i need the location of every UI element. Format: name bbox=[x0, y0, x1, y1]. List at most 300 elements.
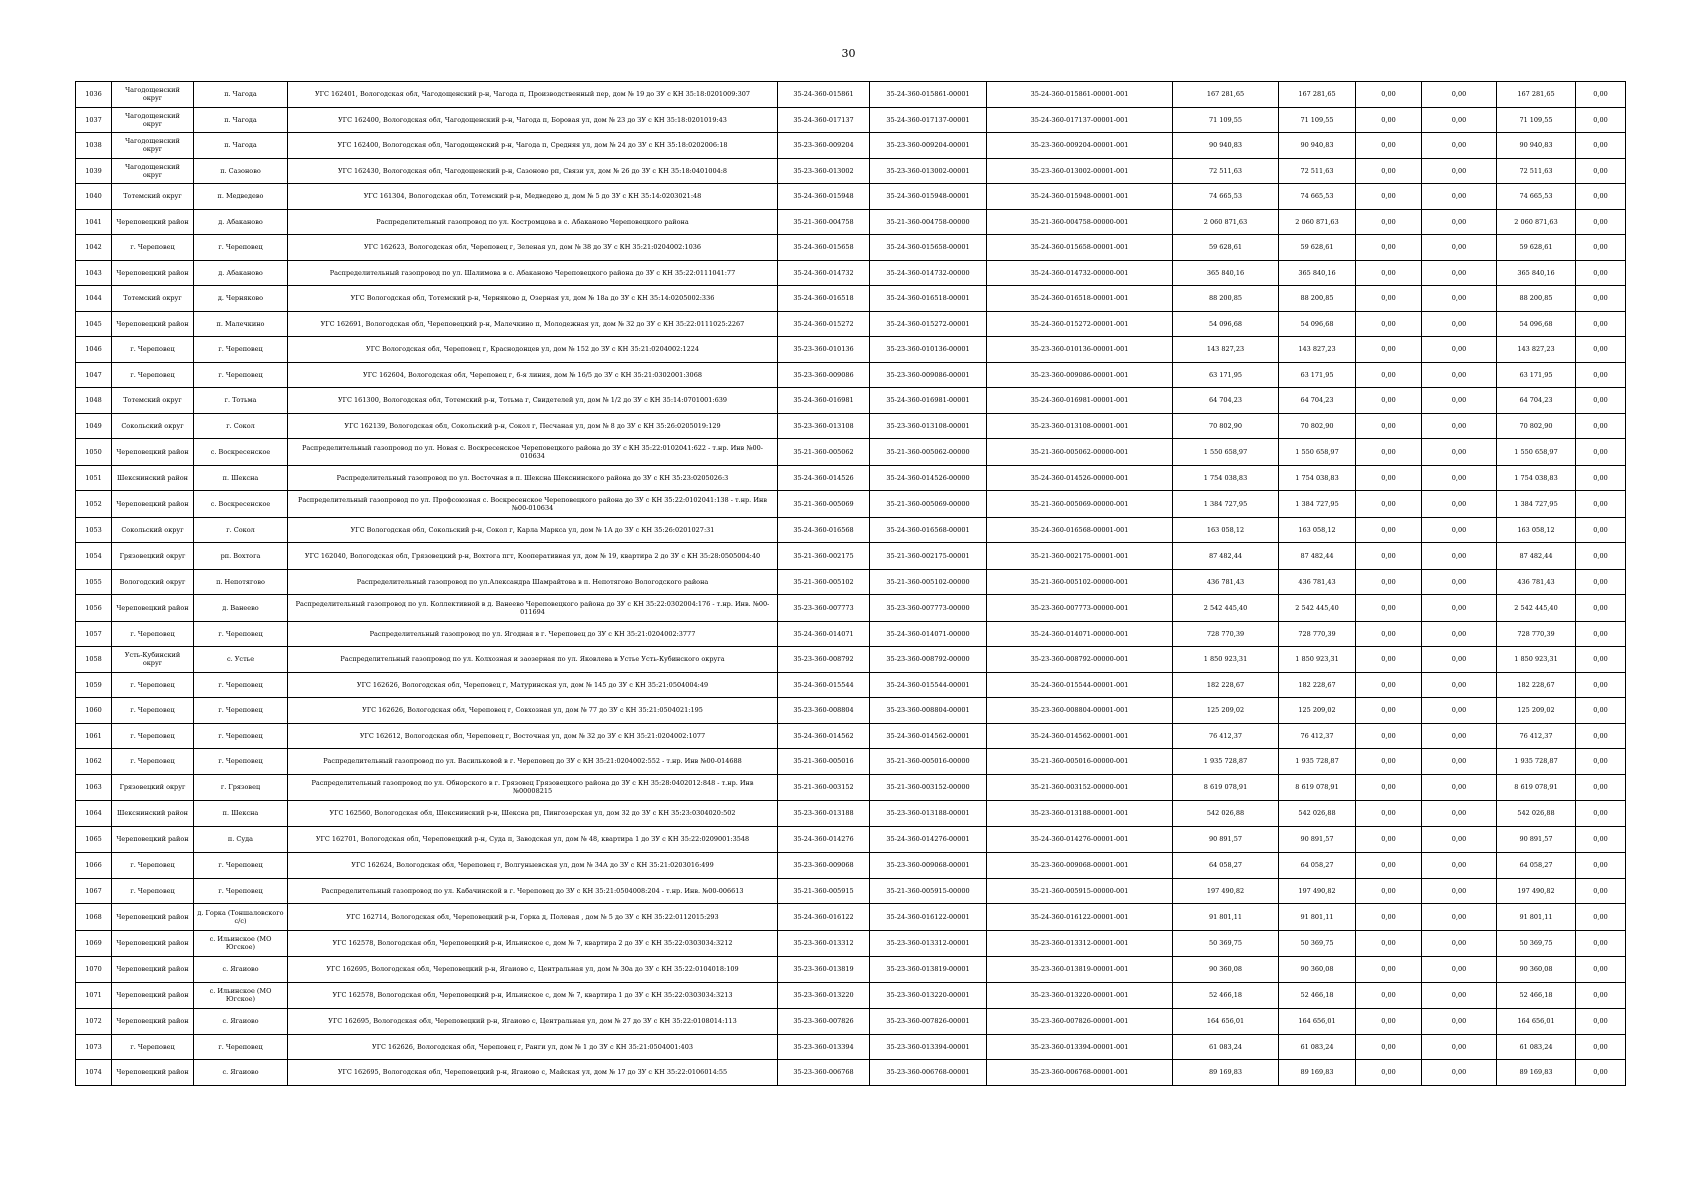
element-code-cell: 35-23-360-009086-00001-001 bbox=[987, 362, 1173, 388]
extra-value-cell: 0,00 bbox=[1576, 801, 1626, 827]
book-value-cell: 1 935 728,87 bbox=[1279, 749, 1356, 775]
element-code-cell: 35-23-360-006768-00001-001 bbox=[987, 1060, 1173, 1086]
element-code-cell: 35-24-360-015272-00001-001 bbox=[987, 311, 1173, 337]
object-code-cell: 35-23-360-013394 bbox=[778, 1034, 870, 1060]
initial-cost-cell: 125 209,02 bbox=[1173, 698, 1279, 724]
initial-cost-cell: 64 058,27 bbox=[1173, 853, 1279, 879]
settlement-cell: д. Абакановo bbox=[194, 209, 288, 235]
object-name-cell: УГС 162695, Вологодская обл, Череповецкий р-н, Ягаиово с, Центральная ул, дом № 30а до ЗУ с КН 35:22:0104018:109 bbox=[288, 957, 778, 983]
table-row bbox=[76, 853, 1626, 879]
district-cell: Череповецкий район bbox=[112, 1060, 194, 1086]
extra-value-cell: 0,00 bbox=[1576, 853, 1626, 879]
object-code-cell: 35-24-360-014562 bbox=[778, 723, 870, 749]
district-cell: Тотемский округ bbox=[112, 286, 194, 312]
amortization-cell: 0,00 bbox=[1422, 1009, 1497, 1035]
settlement-cell: п. Чагода bbox=[194, 133, 288, 159]
initial-cost-cell: 1 754 038,83 bbox=[1173, 465, 1279, 491]
amortization-cell: 0,00 bbox=[1422, 595, 1497, 622]
settlement-cell: г. Череповец bbox=[194, 878, 288, 904]
extra-value-cell: 0,00 bbox=[1576, 184, 1626, 210]
object-name-cell: УГС 162401, Вологодская обл, Чагодощенский р-н, Чагода п, Производственный пер, дом № 19 до ЗУ с КН 35:18:0201009:307 bbox=[288, 82, 778, 108]
structure-code-cell: 35-23-360-007773-00000 bbox=[870, 595, 987, 622]
object-code-cell: 35-24-360-014276 bbox=[778, 826, 870, 853]
table-row bbox=[76, 491, 1626, 518]
table-row bbox=[76, 672, 1626, 698]
residual-cost-cell: 125 209,02 bbox=[1497, 698, 1576, 724]
element-code-cell: 35-24-360-014732-00000-001 bbox=[987, 260, 1173, 286]
object-name-cell: УГС 162626, Вологодская обл, Череповец г, Матуринская ул, дом № 145 до ЗУ с КН 35:21:0504004:49 bbox=[288, 672, 778, 698]
element-code-cell: 35-24-360-016981-00001-001 bbox=[987, 388, 1173, 414]
initial-cost-cell: 164 656,01 bbox=[1173, 1009, 1279, 1035]
table-row bbox=[76, 647, 1626, 673]
district-cell: Сокольский округ bbox=[112, 517, 194, 543]
amortization-cell: 0,00 bbox=[1422, 107, 1497, 133]
row-number-cell: 1046 bbox=[76, 337, 112, 363]
extra-value-cell: 0,00 bbox=[1576, 647, 1626, 673]
structure-code-cell: 35-21-360-004758-00000 bbox=[870, 209, 987, 235]
element-code-cell: 35-21-360-005102-00000-001 bbox=[987, 569, 1173, 595]
element-code-cell: 35-24-360-017137-00001-001 bbox=[987, 107, 1173, 133]
book-value-cell: 1 850 923,31 bbox=[1279, 647, 1356, 673]
book-value-cell: 90 360,08 bbox=[1279, 957, 1356, 983]
settlement-cell: г. Череповец bbox=[194, 1034, 288, 1060]
element-code-cell: 35-23-360-013819-00001-001 bbox=[987, 957, 1173, 983]
residual-cost-cell: 64 704,23 bbox=[1497, 388, 1576, 414]
element-code-cell: 35-23-360-008792-00000-001 bbox=[987, 647, 1173, 673]
object-code-cell: 35-23-360-009204 bbox=[778, 133, 870, 159]
amortization-cell: 0,00 bbox=[1422, 286, 1497, 312]
extra-value-cell: 0,00 bbox=[1576, 107, 1626, 133]
initial-cost-cell: 197 490,82 bbox=[1173, 878, 1279, 904]
object-name-cell: Распределительный газопровод по ул. Костромцова в с. Абаканово Череповецкого района bbox=[288, 209, 778, 235]
table-row bbox=[76, 107, 1626, 133]
structure-code-cell: 35-24-360-016568-00001 bbox=[870, 517, 987, 543]
depreciation-cell: 0,00 bbox=[1356, 260, 1422, 286]
district-cell: Шекснинский район bbox=[112, 465, 194, 491]
table-row bbox=[76, 362, 1626, 388]
element-code-cell: 35-24-360-015658-00001-001 bbox=[987, 235, 1173, 261]
residual-cost-cell: 163 058,12 bbox=[1497, 517, 1576, 543]
initial-cost-cell: 143 827,23 bbox=[1173, 337, 1279, 363]
residual-cost-cell: 87 482,44 bbox=[1497, 543, 1576, 570]
object-code-cell: 35-21-360-005069 bbox=[778, 491, 870, 518]
object-name-cell: УГС 162695, Вологодская обл, Череповецкий р-н, Ягаиово с, Майская ул, дом № 17 до ЗУ с КН 35:22:0106014:55 bbox=[288, 1060, 778, 1086]
book-value-cell: 182 228,67 bbox=[1279, 672, 1356, 698]
table-row bbox=[76, 235, 1626, 261]
settlement-cell: г. Череповец bbox=[194, 621, 288, 647]
district-cell: Череповецкий район bbox=[112, 930, 194, 957]
element-code-cell: 35-24-360-016518-00001-001 bbox=[987, 286, 1173, 312]
object-name-cell: Распределительный газопровод по ул. Профсоюзная с. Воскресенское Череповецкого района до ЗУ с КН 35:22:0102041:138 - т.нр. Инв №00-010634 bbox=[288, 491, 778, 518]
book-value-cell: 1 754 038,83 bbox=[1279, 465, 1356, 491]
object-name-cell: Распределительный газопровод по ул.Александра Шамрайтова в п. Непотягово Вологодского района bbox=[288, 569, 778, 595]
table-row bbox=[76, 957, 1626, 983]
amortization-cell: 0,00 bbox=[1422, 1060, 1497, 1086]
district-cell: Чагодощенский округ bbox=[112, 158, 194, 184]
depreciation-cell: 0,00 bbox=[1356, 672, 1422, 698]
extra-value-cell: 0,00 bbox=[1576, 362, 1626, 388]
residual-cost-cell: 1 754 038,83 bbox=[1497, 465, 1576, 491]
object-code-cell: 35-21-360-005016 bbox=[778, 749, 870, 775]
object-code-cell: 35-23-360-007773 bbox=[778, 595, 870, 622]
book-value-cell: 125 209,02 bbox=[1279, 698, 1356, 724]
initial-cost-cell: 365 840,16 bbox=[1173, 260, 1279, 286]
book-value-cell: 52 466,18 bbox=[1279, 982, 1356, 1009]
settlement-cell: г. Череповец bbox=[194, 853, 288, 879]
settlement-cell: п. Чагода bbox=[194, 82, 288, 108]
residual-cost-cell: 63 171,95 bbox=[1497, 362, 1576, 388]
object-code-cell: 35-24-360-016518 bbox=[778, 286, 870, 312]
extra-value-cell: 0,00 bbox=[1576, 930, 1626, 957]
residual-cost-cell: 1 550 658,97 bbox=[1497, 439, 1576, 466]
initial-cost-cell: 90 940,83 bbox=[1173, 133, 1279, 159]
depreciation-cell: 0,00 bbox=[1356, 801, 1422, 827]
object-name-cell: УГС 162139, Вологодская обл, Сокольский р-н, Сокол г, Песчаная ул, дом № 8 до ЗУ с КН 35:26:0205019:129 bbox=[288, 413, 778, 439]
element-code-cell: 35-23-360-010136-00001-001 bbox=[987, 337, 1173, 363]
depreciation-cell: 0,00 bbox=[1356, 491, 1422, 518]
book-value-cell: 87 482,44 bbox=[1279, 543, 1356, 570]
row-number-cell: 1065 bbox=[76, 826, 112, 853]
extra-value-cell: 0,00 bbox=[1576, 569, 1626, 595]
initial-cost-cell: 2 060 871,63 bbox=[1173, 209, 1279, 235]
amortization-cell: 0,00 bbox=[1422, 621, 1497, 647]
residual-cost-cell: 197 490,82 bbox=[1497, 878, 1576, 904]
object-code-cell: 35-21-360-005102 bbox=[778, 569, 870, 595]
object-name-cell: Распределительный газопровод по ул. Кабачинской в г. Череповец до ЗУ с КН 35:21:0504008:204 - т.нр. Инв. №00-006613 bbox=[288, 878, 778, 904]
initial-cost-cell: 91 801,11 bbox=[1173, 904, 1279, 931]
residual-cost-cell: 52 466,18 bbox=[1497, 982, 1576, 1009]
residual-cost-cell: 76 412,37 bbox=[1497, 723, 1576, 749]
extra-value-cell: 0,00 bbox=[1576, 957, 1626, 983]
structure-code-cell: 35-23-360-010136-00001 bbox=[870, 337, 987, 363]
book-value-cell: 143 827,23 bbox=[1279, 337, 1356, 363]
object-name-cell: УГС 162701, Вологодская обл, Череповецкий р-н, Суда п, Заводская ул, дом № 48, квартира 1 до ЗУ с КН 35:22:0209001:3548 bbox=[288, 826, 778, 853]
depreciation-cell: 0,00 bbox=[1356, 517, 1422, 543]
structure-code-cell: 35-24-360-015272-00001 bbox=[870, 311, 987, 337]
residual-cost-cell: 1 384 727,95 bbox=[1497, 491, 1576, 518]
object-code-cell: 35-24-360-016568 bbox=[778, 517, 870, 543]
extra-value-cell: 0,00 bbox=[1576, 491, 1626, 518]
depreciation-cell: 0,00 bbox=[1356, 235, 1422, 261]
amortization-cell: 0,00 bbox=[1422, 158, 1497, 184]
initial-cost-cell: 1 384 727,95 bbox=[1173, 491, 1279, 518]
object-code-cell: 35-24-360-015658 bbox=[778, 235, 870, 261]
registry-table bbox=[75, 81, 1626, 1086]
structure-code-cell: 35-24-360-015861-00001 bbox=[870, 82, 987, 108]
extra-value-cell: 0,00 bbox=[1576, 413, 1626, 439]
initial-cost-cell: 1 850 923,31 bbox=[1173, 647, 1279, 673]
settlement-cell: с. Ильинское (МО Югское) bbox=[194, 930, 288, 957]
table-row bbox=[76, 826, 1626, 853]
settlement-cell: п. Сазоново bbox=[194, 158, 288, 184]
book-value-cell: 64 058,27 bbox=[1279, 853, 1356, 879]
initial-cost-cell: 64 704,23 bbox=[1173, 388, 1279, 414]
structure-code-cell: 35-24-360-016122-00001 bbox=[870, 904, 987, 931]
object-name-cell: УГС 162714, Вологодская обл, Череповецкий р-н, Горка д, Полевая , дом № 5 до ЗУ с КН 35:22:0112015:293 bbox=[288, 904, 778, 931]
extra-value-cell: 0,00 bbox=[1576, 209, 1626, 235]
element-code-cell: 35-24-360-014071-00000-001 bbox=[987, 621, 1173, 647]
amortization-cell: 0,00 bbox=[1422, 672, 1497, 698]
object-name-cell: УГС 162560, Вологодская обл, Шекснинский р-н, Шексна рп, Пингозерская ул, дом 32 до ЗУ с КН 35:23:0304020:502 bbox=[288, 801, 778, 827]
object-code-cell: 35-23-360-013188 bbox=[778, 801, 870, 827]
extra-value-cell: 0,00 bbox=[1576, 982, 1626, 1009]
object-code-cell: 35-23-360-007826 bbox=[778, 1009, 870, 1035]
row-number-cell: 1061 bbox=[76, 723, 112, 749]
district-cell: Тотемский округ bbox=[112, 388, 194, 414]
element-code-cell: 35-21-360-002175-00001-001 bbox=[987, 543, 1173, 570]
object-code-cell: 35-23-360-013819 bbox=[778, 957, 870, 983]
amortization-cell: 0,00 bbox=[1422, 337, 1497, 363]
table-row bbox=[76, 904, 1626, 931]
structure-code-cell: 35-21-360-005062-00000 bbox=[870, 439, 987, 466]
row-number-cell: 1074 bbox=[76, 1060, 112, 1086]
amortization-cell: 0,00 bbox=[1422, 801, 1497, 827]
element-code-cell: 35-21-360-003152-00000-001 bbox=[987, 774, 1173, 801]
row-number-cell: 1055 bbox=[76, 569, 112, 595]
page-number: 30 bbox=[841, 47, 856, 60]
table-row bbox=[76, 184, 1626, 210]
settlement-cell: с. Устье bbox=[194, 647, 288, 673]
residual-cost-cell: 50 369,75 bbox=[1497, 930, 1576, 957]
settlement-cell: п. Шексна bbox=[194, 465, 288, 491]
settlement-cell: с. Воскресенское bbox=[194, 491, 288, 518]
row-number-cell: 1042 bbox=[76, 235, 112, 261]
book-value-cell: 542 026,88 bbox=[1279, 801, 1356, 827]
table-row bbox=[76, 569, 1626, 595]
district-cell: г. Череповец bbox=[112, 853, 194, 879]
initial-cost-cell: 76 412,37 bbox=[1173, 723, 1279, 749]
depreciation-cell: 0,00 bbox=[1356, 133, 1422, 159]
initial-cost-cell: 436 781,43 bbox=[1173, 569, 1279, 595]
row-number-cell: 1073 bbox=[76, 1034, 112, 1060]
structure-code-cell: 35-23-360-008804-00001 bbox=[870, 698, 987, 724]
element-code-cell: 35-21-360-004758-00000-001 bbox=[987, 209, 1173, 235]
initial-cost-cell: 1 550 658,97 bbox=[1173, 439, 1279, 466]
element-code-cell: 35-23-360-013220-00001-001 bbox=[987, 982, 1173, 1009]
depreciation-cell: 0,00 bbox=[1356, 595, 1422, 622]
row-number-cell: 1053 bbox=[76, 517, 112, 543]
row-number-cell: 1069 bbox=[76, 930, 112, 957]
depreciation-cell: 0,00 bbox=[1356, 158, 1422, 184]
amortization-cell: 0,00 bbox=[1422, 930, 1497, 957]
district-cell: Шекснинский район bbox=[112, 801, 194, 827]
settlement-cell: п. Непотягово bbox=[194, 569, 288, 595]
settlement-cell: д. Черняково bbox=[194, 286, 288, 312]
row-number-cell: 1051 bbox=[76, 465, 112, 491]
row-number-cell: 1059 bbox=[76, 672, 112, 698]
residual-cost-cell: 182 228,67 bbox=[1497, 672, 1576, 698]
object-name-cell: Распределительный газопровод по ул. Новая с. Воскресенское Череповецкого района до ЗУ с КН 35:22:0102041:622 - т.нр. Инв №00-010634 bbox=[288, 439, 778, 466]
settlement-cell: д. Ванеево bbox=[194, 595, 288, 622]
residual-cost-cell: 90 891,57 bbox=[1497, 826, 1576, 853]
settlement-cell: с. Ягаиово bbox=[194, 1060, 288, 1086]
object-code-cell: 35-23-360-006768 bbox=[778, 1060, 870, 1086]
element-code-cell: 35-24-360-016122-00001-001 bbox=[987, 904, 1173, 931]
element-code-cell: 35-23-360-013394-00001-001 bbox=[987, 1034, 1173, 1060]
district-cell: Череповецкий район bbox=[112, 439, 194, 466]
initial-cost-cell: 72 511,63 bbox=[1173, 158, 1279, 184]
amortization-cell: 0,00 bbox=[1422, 362, 1497, 388]
structure-code-cell: 35-23-360-013188-00001 bbox=[870, 801, 987, 827]
residual-cost-cell: 71 109,55 bbox=[1497, 107, 1576, 133]
depreciation-cell: 0,00 bbox=[1356, 1034, 1422, 1060]
residual-cost-cell: 1 935 728,87 bbox=[1497, 749, 1576, 775]
structure-code-cell: 35-23-360-006768-00001 bbox=[870, 1060, 987, 1086]
object-name-cell: Распределительный газопровод по ул. Обнорского в г. Грязовец Грязовецкого района до ЗУ с КН 35:28:0402012:848 - т.нр. Инв №00008215 bbox=[288, 774, 778, 801]
residual-cost-cell: 64 058,27 bbox=[1497, 853, 1576, 879]
extra-value-cell: 0,00 bbox=[1576, 286, 1626, 312]
structure-code-cell: 35-21-360-002175-00001 bbox=[870, 543, 987, 570]
element-code-cell: 35-21-360-005915-00000-001 bbox=[987, 878, 1173, 904]
settlement-cell: г. Череповец bbox=[194, 698, 288, 724]
extra-value-cell: 0,00 bbox=[1576, 698, 1626, 724]
depreciation-cell: 0,00 bbox=[1356, 930, 1422, 957]
object-name-cell: УГС 162612, Вологодская обл, Череповец г, Восточная ул, дом № 32 до ЗУ с КН 35:21:0204002:1077 bbox=[288, 723, 778, 749]
district-cell: Череповецкий район bbox=[112, 260, 194, 286]
residual-cost-cell: 89 169,83 bbox=[1497, 1060, 1576, 1086]
element-code-cell: 35-24-360-015861-00001-001 bbox=[987, 82, 1173, 108]
initial-cost-cell: 59 628,61 bbox=[1173, 235, 1279, 261]
book-value-cell: 88 200,85 bbox=[1279, 286, 1356, 312]
initial-cost-cell: 63 171,95 bbox=[1173, 362, 1279, 388]
extra-value-cell: 0,00 bbox=[1576, 1060, 1626, 1086]
book-value-cell: 70 802,90 bbox=[1279, 413, 1356, 439]
district-cell: Череповецкий район bbox=[112, 826, 194, 853]
structure-code-cell: 35-23-360-007826-00001 bbox=[870, 1009, 987, 1035]
initial-cost-cell: 74 665,53 bbox=[1173, 184, 1279, 210]
object-name-cell: Распределительный газопровод по ул. Ягодная в г. Череповец до ЗУ с КН 35:21:0204002:3777 bbox=[288, 621, 778, 647]
table-row bbox=[76, 1060, 1626, 1086]
object-name-cell: УГС 162695, Вологодская обл, Череповецкий р-н, Ягаиово с, Центральная ул, дом № 27 до ЗУ с КН 35:22:0108014:113 bbox=[288, 1009, 778, 1035]
settlement-cell: г. Череповец bbox=[194, 723, 288, 749]
element-code-cell: 35-23-360-009068-00001-001 bbox=[987, 853, 1173, 879]
object-code-cell: 35-23-360-013002 bbox=[778, 158, 870, 184]
residual-cost-cell: 91 801,11 bbox=[1497, 904, 1576, 931]
element-code-cell: 35-23-360-007773-00000-001 bbox=[987, 595, 1173, 622]
structure-code-cell: 35-21-360-005102-00000 bbox=[870, 569, 987, 595]
structure-code-cell: 35-24-360-014562-00001 bbox=[870, 723, 987, 749]
structure-code-cell: 35-24-360-017137-00001 bbox=[870, 107, 987, 133]
table-row bbox=[76, 698, 1626, 724]
residual-cost-cell: 542 026,88 bbox=[1497, 801, 1576, 827]
residual-cost-cell: 8 619 078,91 bbox=[1497, 774, 1576, 801]
table-row bbox=[76, 311, 1626, 337]
residual-cost-cell: 728 770,39 bbox=[1497, 621, 1576, 647]
object-name-cell: УГС 162691, Вологодская обл, Череповецкий р-н, Малечкино п, Молодежная ул, дом № 32 до ЗУ с КН 35:22:0111025:2267 bbox=[288, 311, 778, 337]
district-cell: г. Череповец bbox=[112, 621, 194, 647]
amortization-cell: 0,00 bbox=[1422, 647, 1497, 673]
table-row bbox=[76, 133, 1626, 159]
amortization-cell: 0,00 bbox=[1422, 878, 1497, 904]
table-row bbox=[76, 465, 1626, 491]
depreciation-cell: 0,00 bbox=[1356, 723, 1422, 749]
extra-value-cell: 0,00 bbox=[1576, 311, 1626, 337]
settlement-cell: г. Сокол bbox=[194, 413, 288, 439]
district-cell: Вологодский округ bbox=[112, 569, 194, 595]
structure-code-cell: 35-23-360-009068-00001 bbox=[870, 853, 987, 879]
district-cell: Череповецкий район bbox=[112, 595, 194, 622]
element-code-cell: 35-21-360-005069-00000-001 bbox=[987, 491, 1173, 518]
district-cell: г. Череповец bbox=[112, 698, 194, 724]
district-cell: г. Череповец bbox=[112, 672, 194, 698]
object-code-cell: 35-24-360-015544 bbox=[778, 672, 870, 698]
amortization-cell: 0,00 bbox=[1422, 853, 1497, 879]
initial-cost-cell: 728 770,39 bbox=[1173, 621, 1279, 647]
extra-value-cell: 0,00 bbox=[1576, 82, 1626, 108]
structure-code-cell: 35-24-360-015544-00001 bbox=[870, 672, 987, 698]
district-cell: г. Череповец bbox=[112, 1034, 194, 1060]
object-name-cell: Распределительный газопровод по ул. Шалимова в с. Абаканово Череповецкого района до ЗУ с КН 35:22:0111041:77 bbox=[288, 260, 778, 286]
initial-cost-cell: 1 935 728,87 bbox=[1173, 749, 1279, 775]
object-name-cell: УГС Вологодская обл, Тотемский р-н, Черняково д, Озерная ул, дом № 18а до ЗУ с КН 35:14:0205002:336 bbox=[288, 286, 778, 312]
element-code-cell: 35-24-360-014526-00000-001 bbox=[987, 465, 1173, 491]
settlement-cell: г. Тотьма bbox=[194, 388, 288, 414]
settlement-cell: г. Грязовец bbox=[194, 774, 288, 801]
amortization-cell: 0,00 bbox=[1422, 209, 1497, 235]
element-code-cell: 35-23-360-008804-00001-001 bbox=[987, 698, 1173, 724]
book-value-cell: 197 490,82 bbox=[1279, 878, 1356, 904]
book-value-cell: 8 619 078,91 bbox=[1279, 774, 1356, 801]
depreciation-cell: 0,00 bbox=[1356, 209, 1422, 235]
district-cell: Сокольский округ bbox=[112, 413, 194, 439]
extra-value-cell: 0,00 bbox=[1576, 749, 1626, 775]
structure-code-cell: 35-21-360-003152-00000 bbox=[870, 774, 987, 801]
settlement-cell: с. Воскресенское bbox=[194, 439, 288, 466]
row-number-cell: 1056 bbox=[76, 595, 112, 622]
table-row bbox=[76, 517, 1626, 543]
depreciation-cell: 0,00 bbox=[1356, 82, 1422, 108]
amortization-cell: 0,00 bbox=[1422, 184, 1497, 210]
amortization-cell: 0,00 bbox=[1422, 413, 1497, 439]
book-value-cell: 72 511,63 bbox=[1279, 158, 1356, 184]
object-code-cell: 35-24-360-015861 bbox=[778, 82, 870, 108]
book-value-cell: 59 628,61 bbox=[1279, 235, 1356, 261]
initial-cost-cell: 50 369,75 bbox=[1173, 930, 1279, 957]
row-number-cell: 1054 bbox=[76, 543, 112, 570]
depreciation-cell: 0,00 bbox=[1356, 465, 1422, 491]
object-name-cell: Распределительный газопровод по ул. Восточная в п. Шексна Шекснинского района до ЗУ с КН 35:23:0205026:3 bbox=[288, 465, 778, 491]
book-value-cell: 728 770,39 bbox=[1279, 621, 1356, 647]
depreciation-cell: 0,00 bbox=[1356, 982, 1422, 1009]
extra-value-cell: 0,00 bbox=[1576, 260, 1626, 286]
initial-cost-cell: 167 281,65 bbox=[1173, 82, 1279, 108]
object-code-cell: 35-24-360-016122 bbox=[778, 904, 870, 931]
residual-cost-cell: 2 060 871,63 bbox=[1497, 209, 1576, 235]
object-name-cell: УГС 162626, Вологодская обл, Череповец г, Совхозная ул, дом № 77 до ЗУ с КН 35:21:0504021:195 bbox=[288, 698, 778, 724]
object-name-cell: УГС 162400, Вологодская обл, Чагодощенский р-н, Чагода п, Боровая ул, дом № 23 до ЗУ с КН 35:18:0201019:43 bbox=[288, 107, 778, 133]
amortization-cell: 0,00 bbox=[1422, 774, 1497, 801]
amortization-cell: 0,00 bbox=[1422, 543, 1497, 570]
object-name-cell: Распределительный газопровод по ул. Коллективной в д. Ванеево Череповецкого района до ЗУ с КН 35:22:0302004:176 - т.нр. Инв. №00-011694 bbox=[288, 595, 778, 622]
row-number-cell: 1052 bbox=[76, 491, 112, 518]
extra-value-cell: 0,00 bbox=[1576, 826, 1626, 853]
book-value-cell: 436 781,43 bbox=[1279, 569, 1356, 595]
table-row bbox=[76, 621, 1626, 647]
structure-code-cell: 35-23-360-013220-00001 bbox=[870, 982, 987, 1009]
extra-value-cell: 0,00 bbox=[1576, 388, 1626, 414]
element-code-cell: 35-21-360-005016-00000-001 bbox=[987, 749, 1173, 775]
book-value-cell: 71 109,55 bbox=[1279, 107, 1356, 133]
amortization-cell: 0,00 bbox=[1422, 723, 1497, 749]
book-value-cell: 163 058,12 bbox=[1279, 517, 1356, 543]
settlement-cell: г. Череповец bbox=[194, 749, 288, 775]
amortization-cell: 0,00 bbox=[1422, 388, 1497, 414]
object-code-cell: 35-24-360-014526 bbox=[778, 465, 870, 491]
extra-value-cell: 0,00 bbox=[1576, 465, 1626, 491]
row-number-cell: 1057 bbox=[76, 621, 112, 647]
residual-cost-cell: 2 542 445,40 bbox=[1497, 595, 1576, 622]
district-cell: Череповецкий район bbox=[112, 209, 194, 235]
